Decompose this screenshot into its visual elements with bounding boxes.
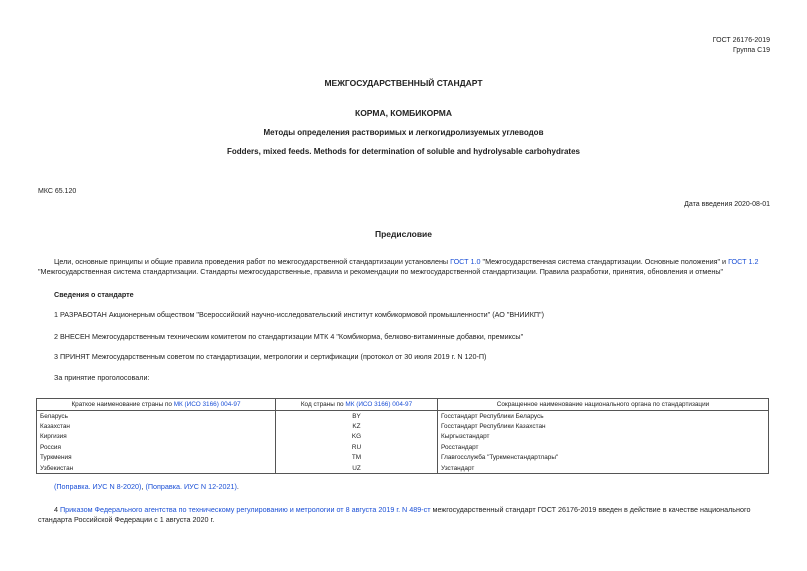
- item-enacted-continuation: стандарта Российской Федерации с 1 августа 2020 г.: [38, 515, 215, 524]
- body-cell: Госстандарт Республики Беларусь: [438, 411, 769, 422]
- country-cell: Россия: [37, 442, 276, 452]
- country-cell: Казахстан: [37, 421, 276, 431]
- code-cell: KZ: [276, 421, 438, 431]
- code-cell: BY: [276, 411, 438, 422]
- item-introduced: 2 ВНЕСЕН Межгосударственным техническим комитетом по стандартизации МТК 4 "Комбикорма, белково-витаминные добавки, премиксы": [54, 332, 524, 341]
- table-row: [37, 411, 769, 422]
- foreword-paragraph: [38, 257, 771, 277]
- mk-iso-link[interactable]: МК (ИСО 3166) 004-97: [173, 401, 241, 408]
- table-header-row: [37, 399, 769, 411]
- body-cell: Госстандарт Республики Казахстан: [438, 421, 769, 431]
- paragraph-text: Цели, основные принципы и общие правила проведения работ по межгосударственной стандартизации установлены: [54, 257, 451, 266]
- code-cell: UZ: [276, 463, 438, 474]
- item-adopted: 3 ПРИНЯТ Межгосударственным советом по стандартизации, метрологии и сертификации (протокол от 30 июля 2019 г. N 120-П): [54, 352, 487, 361]
- intro-date: Дата введения 2020-08-01: [684, 201, 770, 208]
- item-enacted-text: межгосударственный стандарт ГОСТ 26176-2019 введен в действие в качестве национального: [430, 505, 751, 514]
- item-enacted: 4 Приказом Федерального агентства по техническому регулированию и метрологии от 8 августа 2019 г. N 489-ст межгосударственный стандарт ГОСТ 26176-2019 введен в действие в качестве национального: [54, 505, 751, 514]
- order-link[interactable]: Приказом Федерального агентства по техническому регулированию и метрологии от 8 августа 2019 г. N 489-ст: [60, 505, 431, 514]
- table-row: [37, 463, 769, 474]
- body-cell: Главгосслужба "Туркменстандартлары": [438, 453, 769, 463]
- subtitle-russian: Методы определения растворимых и легкогидролизуемых углеводов: [263, 128, 544, 137]
- about-standard-heading: Сведения о стандарте: [54, 290, 134, 299]
- paragraph-text: "Межгосударственная система стандартизации. Основные положения" и: [480, 257, 729, 266]
- voting-states-table: [36, 398, 769, 474]
- item-developed: 1 РАЗРАБОТАН Акционерным обществом "Всероссийский научно-исследовательский институт комбикормовой промышленности" (АО "ВНИИКП"): [54, 310, 544, 319]
- country-cell: Киргизия: [37, 432, 276, 442]
- code-cell: TM: [276, 453, 438, 463]
- standard-name-title: КОРМА, КОМБИКОРМА: [355, 108, 452, 118]
- standard-type-title: МЕЖГОСУДАРСТВЕННЫЙ СТАНДАРТ: [324, 78, 483, 88]
- body-cell: Росстандарт: [438, 442, 769, 452]
- foreword-heading: Предисловие: [374, 229, 433, 239]
- amendment-link[interactable]: (Поправка. ИУС N 12-2021): [145, 482, 237, 491]
- body-cell: Кыргызстандарт: [438, 432, 769, 442]
- country-cell: Узбекистан: [37, 463, 276, 474]
- country-cell: Беларусь: [37, 411, 276, 422]
- mk-iso-link[interactable]: МК (ИСО 3166) 004-97: [345, 401, 413, 408]
- gost-1-0-link[interactable]: ГОСТ 1.0: [450, 257, 481, 266]
- gost-1-2-link[interactable]: ГОСТ 1.2: [728, 257, 759, 266]
- column-header-body: Сокращенное наименование национального органа по стандартизации: [438, 399, 769, 411]
- country-cell: Туркмения: [37, 453, 276, 463]
- table-row: [37, 453, 769, 463]
- column-header-country: Краткое наименование страны по МК (ИСО 3166) 004-97: [37, 399, 276, 411]
- document-number: ГОСТ 26176-2019: [712, 37, 770, 44]
- table-row: [37, 442, 769, 452]
- amendments-line: (Поправка. ИУС N 8-2020), (Поправка. ИУС N 12-2021).: [54, 482, 239, 491]
- body-cell: Узстандарт: [438, 463, 769, 474]
- paragraph-text: "Межгосударственная система стандартизации. Стандарты межгосударственные, правила и рекомендации по межгосударственной стандартизации. Правила разработки, принятия, обновления и отмены": [38, 267, 724, 276]
- column-header-code: Код страны по МК (ИСО 3166) 004-97: [276, 399, 438, 411]
- table-row: [37, 432, 769, 442]
- voted-label: За принятие проголосовали:: [54, 373, 150, 382]
- amendment-link[interactable]: (Поправка. ИУС N 8-2020): [54, 482, 142, 491]
- subtitle-english: Fodders, mixed feeds. Methods for determination of soluble and hydrolysable carbohydrates: [227, 147, 580, 156]
- table-row: [37, 421, 769, 431]
- document-group: Группа С19: [733, 47, 770, 54]
- mks-code: МКС 65.120: [38, 188, 77, 195]
- code-cell: KG: [276, 432, 438, 442]
- code-cell: RU: [276, 442, 438, 452]
